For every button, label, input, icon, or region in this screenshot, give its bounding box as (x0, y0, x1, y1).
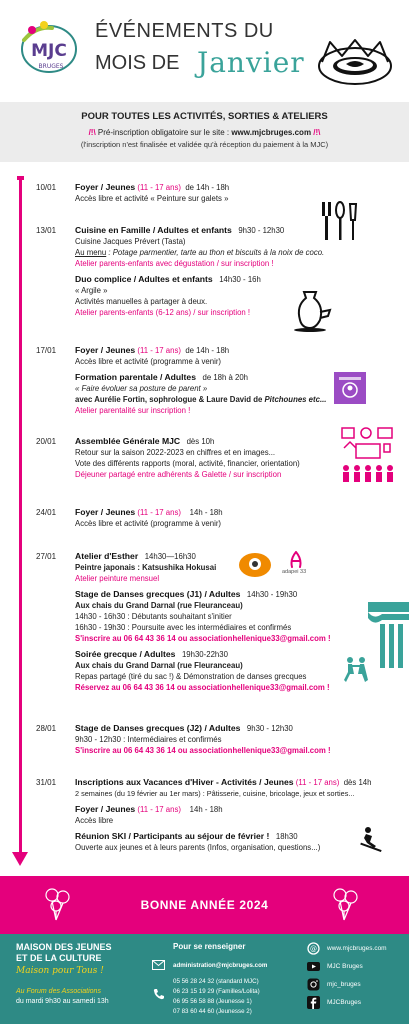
website-link[interactable]: www.mjcbruges.com (231, 128, 312, 137)
logo-text: MJC (31, 41, 67, 61)
event-date: 27/01 (36, 552, 57, 561)
warning-icon: /!\ (88, 128, 96, 137)
contact-title: Pour se renseigner (173, 942, 246, 951)
timeline-arrow-icon (12, 852, 28, 866)
info-line1 (0, 128, 409, 137)
event-date: 17/01 (36, 346, 57, 355)
event-date: 31/01 (36, 778, 57, 787)
partner-adapei: adapei 33 (282, 569, 307, 575)
svg-text:@: @ (310, 945, 317, 953)
contact-phone: 06 95 56 58 88 (Jeunesse 1) (173, 998, 252, 1005)
mjc-logo-icon (18, 20, 80, 76)
greek-column-icon (368, 602, 409, 672)
timeline-line (19, 178, 22, 856)
mail-icon (152, 960, 165, 970)
contact-email[interactable]: administration@mjcbruges.com (173, 962, 268, 969)
event-title: Foyer (75, 182, 99, 192)
web-icon (307, 942, 320, 955)
social-youtube-link[interactable]: MJC Bruges (327, 963, 363, 970)
social-web-link[interactable]: www.mjcbruges.com (327, 945, 387, 952)
esther-workshop-logo-icon (238, 552, 272, 578)
warning-icon: /!\ (313, 128, 321, 137)
header (0, 0, 409, 100)
footer-org-name: MAISON DES JEUNES ET DE LA CULTURE (16, 942, 112, 963)
adapei-logo-icon (286, 551, 306, 569)
youtube-icon (307, 960, 320, 973)
info-line2: (l'inscription n'est finalisée et validée qu'à réception du paiement à la MJC) (80, 140, 329, 149)
event-date: 20/01 (36, 437, 57, 446)
banner-text: BONNE ANNÉE 2024 (140, 898, 269, 912)
footer-location: Au Forum des Associations (16, 988, 101, 995)
pitchounes-logo-icon (334, 372, 366, 404)
info-title: POUR TOUTES LES ACTIVITÉS, SORTIES & ATELIERS (81, 111, 328, 122)
galette-crown-icon (316, 36, 394, 88)
page-title-month: Janvier (197, 46, 305, 79)
logo-sub: BRUGES (38, 63, 64, 70)
pottery-vase-icon (290, 286, 334, 332)
page-title-line2: MOIS DE (95, 52, 180, 74)
event-date: 24/01 (36, 508, 57, 517)
facebook-icon (307, 996, 320, 1009)
social-instagram-link[interactable]: mjc_bruges (327, 981, 361, 988)
phone-icon (153, 988, 165, 1000)
instagram-icon (307, 978, 320, 991)
balloons-icon (330, 886, 360, 922)
page-title-line1: ÉVÉNEMENTS DU (95, 20, 274, 42)
assembly-meeting-icon (340, 426, 398, 484)
footer-hours: du mardi 9h30 au samedi 13h (16, 998, 109, 1005)
new-year-banner (0, 876, 409, 934)
event-date: 28/01 (36, 724, 57, 733)
contact-phone: 06 23 15 19 29 (Familles/Lolita) (173, 988, 260, 995)
kitchen-utensils-icon (316, 200, 362, 246)
social-facebook-link[interactable]: MJCBruges (327, 999, 361, 1006)
info-preinscription: Pré-inscription obligatoire sur le site : (97, 128, 230, 137)
event-date: 10/01 (36, 183, 57, 192)
footer (0, 934, 409, 1024)
contact-phone: 07 83 60 44 60 (Jeunesse 2) (173, 1008, 252, 1015)
contact-phone: 05 56 28 24 32 (standard MJC) (173, 978, 259, 985)
skier-icon (358, 826, 382, 852)
footer-slogan: Maison pour Tous ! (16, 966, 104, 976)
dancers-icon (342, 656, 370, 684)
event-date: 13/01 (36, 226, 57, 235)
info-band (0, 102, 409, 162)
